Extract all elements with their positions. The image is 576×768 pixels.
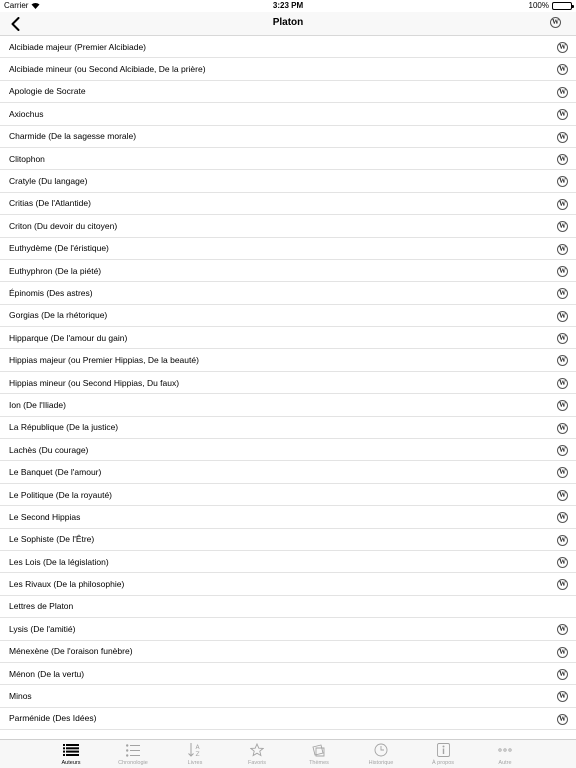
list-item-label: Gorgias (De la rhétorique) (9, 310, 108, 321)
wikipedia-icon[interactable]: W (559, 580, 566, 589)
status-time: 3:23 PM (272, 1, 304, 10)
list-item[interactable] (0, 484, 576, 506)
wikipedia-icon[interactable]: W (559, 714, 566, 723)
carrier-label: Carrier (4, 1, 29, 10)
list-item-label: Hippias mineur (ou Second Hippias, Du faux) (9, 377, 180, 388)
tab-info[interactable] (412, 740, 474, 768)
wikipedia-icon[interactable]: W (559, 177, 566, 186)
list-item[interactable] (0, 394, 576, 416)
wikipedia-icon[interactable]: W (559, 334, 566, 343)
list-item[interactable] (0, 81, 576, 103)
tab-label: Historique (368, 760, 394, 766)
wikipedia-icon[interactable]: W (559, 378, 566, 387)
list-item[interactable] (0, 282, 576, 304)
list-item-label: La République (De la justice) (9, 422, 119, 433)
svg-text:A: A (195, 744, 200, 751)
themes-icon (311, 743, 327, 757)
list-item-label: Hipparque (De l'amour du gain) (9, 332, 128, 343)
list-item-label: Le Sophiste (De l'Être) (9, 534, 95, 545)
tab-label: Chronologie (118, 760, 148, 766)
list-item[interactable] (0, 372, 576, 394)
page-title: Platon (272, 17, 304, 28)
works-list[interactable] (0, 36, 576, 739)
tab-sort-az[interactable] (164, 740, 226, 768)
tab-label: Thèmes (309, 760, 329, 766)
wikipedia-icon[interactable]: W (559, 625, 566, 634)
list-item[interactable] (0, 170, 576, 192)
list-item[interactable] (0, 439, 576, 461)
wikipedia-icon[interactable]: W (559, 669, 566, 678)
list-icon (63, 743, 79, 757)
list-item[interactable] (0, 641, 576, 663)
tab-themes[interactable] (288, 740, 350, 768)
more-icon (497, 743, 513, 757)
wikipedia-icon[interactable]: W (559, 401, 566, 410)
list-item[interactable] (0, 573, 576, 595)
list-item-label: Axiochus (9, 108, 44, 119)
list-item-label: Criton (Du devoir du citoyen) (9, 220, 118, 231)
tab-label: Autre (498, 760, 512, 766)
list-item-label: Ménexène (De l'oraison funèbre) (9, 646, 133, 657)
list-item-label: Les Lois (De la législation) (9, 556, 109, 567)
wikipedia-icon[interactable]: W (559, 43, 566, 51)
battery-percent: 100% (528, 1, 549, 10)
list-item[interactable] (0, 126, 576, 148)
list-item[interactable] (0, 349, 576, 371)
list-item-label: Ménon (De la vertu) (9, 668, 85, 679)
list-item-label: Cratyle (Du langage) (9, 176, 88, 187)
chronology-icon (125, 743, 141, 757)
wikipedia-icon[interactable]: W (559, 110, 566, 119)
wikipedia-icon[interactable]: W (559, 490, 566, 499)
tab-label: Auteurs (61, 760, 81, 766)
list-item[interactable] (0, 685, 576, 707)
battery-info (529, 1, 572, 10)
list-item-label: Alcibiade mineur (ou Second Alcibiade, De la prière) (9, 64, 206, 75)
wikipedia-icon[interactable]: W (559, 535, 566, 544)
wikipedia-icon[interactable]: W (559, 692, 566, 701)
list-item[interactable] (0, 506, 576, 528)
list-item[interactable] (0, 327, 576, 349)
list-item-label: Euthyphron (De la piété) (9, 265, 102, 276)
svg-text:Z: Z (195, 751, 200, 757)
list-item-label: Lysis (De l'amitié) (9, 623, 76, 634)
list-item-label: Le Politique (De la royauté) (9, 489, 113, 500)
wikipedia-icon[interactable]: W (559, 132, 566, 141)
wikipedia-icon[interactable]: W (559, 222, 566, 231)
tab-star[interactable] (226, 740, 288, 768)
list-item-label: Apologie de Socrate (9, 86, 86, 97)
battery-icon (552, 2, 572, 10)
wikipedia-icon[interactable]: W (559, 199, 566, 208)
wikipedia-icon[interactable]: W (559, 647, 566, 656)
list-item-label: Les Rivaux (De la philosophie) (9, 579, 125, 590)
list-item-label: Minos (9, 691, 32, 702)
list-item[interactable] (0, 305, 576, 327)
wikipedia-icon[interactable]: W (559, 356, 566, 365)
list-item[interactable] (0, 58, 576, 80)
wikipedia-icon[interactable]: W (559, 65, 566, 74)
info-icon (435, 743, 451, 757)
wikipedia-icon[interactable]: W (559, 557, 566, 566)
list-item[interactable] (0, 529, 576, 551)
tab-clock[interactable] (350, 740, 412, 768)
wikipedia-icon[interactable]: W (559, 423, 566, 432)
list-item[interactable] (0, 596, 576, 618)
list-item[interactable] (0, 663, 576, 685)
list-item[interactable] (0, 238, 576, 260)
tab-more[interactable] (474, 740, 536, 768)
list-item-label: Ion (De l'Iliade) (9, 399, 66, 410)
tab-bar (0, 739, 576, 768)
list-item-label: Hippias majeur (ou Premier Hippias, De la beauté) (9, 355, 199, 366)
wikipedia-icon[interactable]: W (559, 468, 566, 477)
tab-label: Favoris (247, 760, 267, 766)
list-item[interactable] (0, 618, 576, 640)
status-bar (0, 0, 576, 12)
list-item[interactable] (0, 461, 576, 483)
wikipedia-icon[interactable]: W (559, 154, 566, 163)
list-item-label: Le Second Hippias (9, 511, 81, 522)
wikipedia-icon[interactable]: W (559, 289, 566, 298)
sort-az-icon (187, 743, 203, 757)
tab-label: Livres (187, 760, 203, 766)
list-item[interactable] (0, 551, 576, 573)
list-item-label: Clitophon (9, 153, 45, 164)
list-item[interactable] (0, 148, 576, 170)
list-item-label: Charmide (De la sagesse morale) (9, 131, 137, 142)
list-item[interactable] (0, 260, 576, 282)
star-icon (249, 743, 265, 757)
tab-list[interactable] (40, 740, 102, 768)
wikipedia-icon[interactable]: W (552, 18, 559, 26)
list-item-label: Le Banquet (De l'amour) (9, 467, 102, 478)
list-item-label: Lachès (Du courage) (9, 444, 89, 455)
clock-icon (373, 743, 389, 757)
list-item[interactable] (0, 193, 576, 215)
list-item[interactable] (0, 103, 576, 125)
wikipedia-icon[interactable]: W (559, 446, 566, 455)
wikipedia-icon[interactable]: W (559, 311, 566, 320)
list-item-label: Épinomis (Des astres) (9, 287, 93, 298)
list-item[interactable] (0, 215, 576, 237)
wikipedia-icon[interactable]: W (559, 244, 566, 253)
wikipedia-icon[interactable]: W (559, 87, 566, 96)
list-item[interactable] (0, 36, 576, 58)
wikipedia-icon[interactable]: W (559, 266, 566, 275)
list-item-label: Euthydème (De l'éristique) (9, 243, 109, 254)
tab-chronology[interactable] (102, 740, 164, 768)
wikipedia-icon[interactable]: W (559, 513, 566, 522)
navigation-bar (0, 12, 576, 36)
list-item[interactable] (0, 417, 576, 439)
list-item[interactable] (0, 708, 576, 730)
list-item-label: Critias (De l'Atlantide) (9, 198, 91, 209)
tab-label: À propos (431, 760, 454, 766)
list-item-label: Lettres de Platon (9, 601, 74, 612)
list-item-label: Alcibiade majeur (Premier Alcibiade) (9, 41, 147, 52)
list-item-label: Parménide (Des Idées) (9, 713, 97, 724)
